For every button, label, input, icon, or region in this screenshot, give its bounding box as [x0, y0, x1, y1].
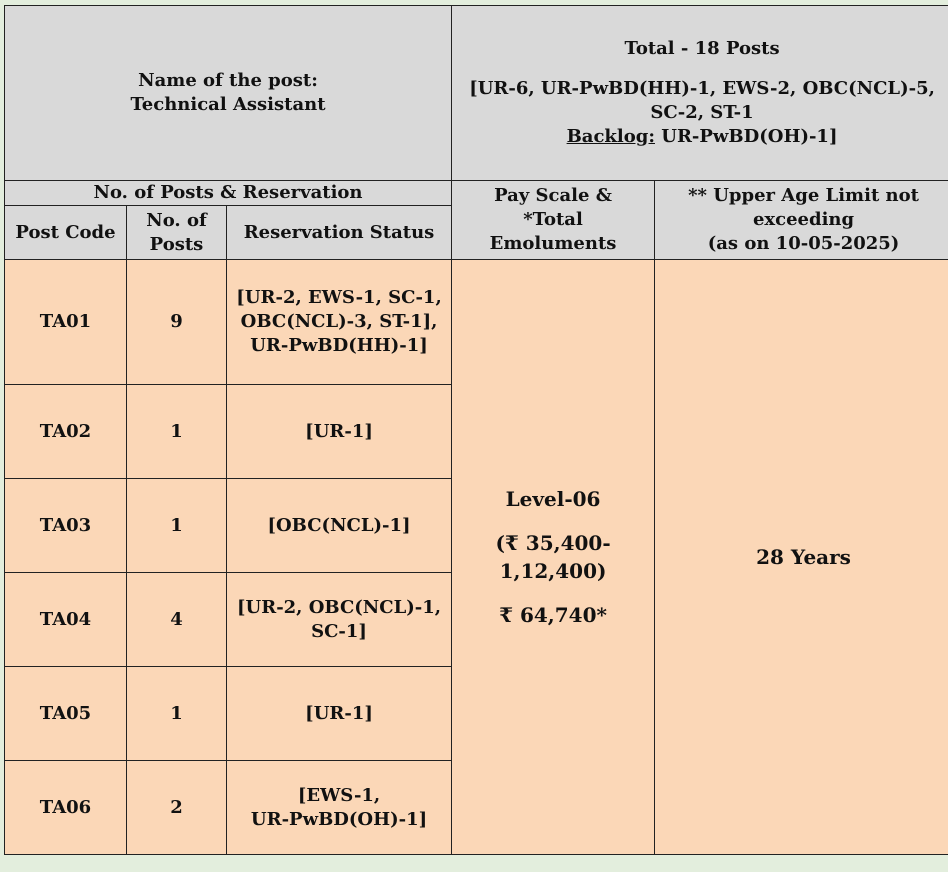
reservation-line: SC-1] — [311, 620, 367, 642]
reservation-line: [UR-2, EWS-1, SC-1, — [236, 287, 442, 308]
post-code-cell: TA04 — [5, 573, 127, 667]
total-emoluments: ₹ 64,740* — [499, 603, 607, 627]
reservation-cell — [227, 573, 452, 667]
group-header: No. of Posts & Reservation — [5, 181, 452, 206]
reservation-line: OBC(NCL)-3, ST-1], — [240, 311, 438, 332]
group-header-row — [5, 181, 948, 206]
reservation-cell — [227, 260, 452, 385]
pay-scale-cell — [452, 260, 655, 855]
no-posts-header-line2: Posts — [149, 233, 204, 255]
title-row — [5, 6, 948, 181]
pay-range-line2: 1,12,400) — [499, 559, 607, 583]
reservation-line: [UR-2, OBC(NCL)-1, — [237, 596, 442, 618]
age-header-line2: exceeding — [752, 209, 855, 230]
reservation-line: [UR-1] — [305, 420, 373, 442]
backlog-value: UR-PwBD(OH)-1] — [661, 126, 838, 147]
total-posts-cell — [452, 6, 948, 181]
pay-range-line1: (₹ 35,400- — [495, 531, 611, 555]
reservation-cell — [227, 479, 452, 573]
pay-header-line3: Emoluments — [489, 233, 617, 254]
post-code-cell: TA03 — [5, 479, 127, 573]
backlog-label: Backlog: — [566, 126, 655, 147]
post-name-cell — [5, 6, 452, 181]
no-of-posts-header — [127, 206, 227, 260]
reservation-line: [OBC(NCL)-1] — [267, 514, 411, 536]
post-code-cell: TA01 — [5, 260, 127, 385]
posts-count-cell: 9 — [127, 260, 227, 385]
reservation-cell — [227, 761, 452, 855]
post-name-label: Name of the post: — [138, 70, 318, 91]
reservation-line: [EWS-1, — [297, 784, 381, 806]
pay-header-line1: Pay Scale & — [494, 185, 612, 206]
posts-count-cell: 1 — [127, 667, 227, 761]
no-posts-header-line1: No. of — [146, 209, 207, 231]
total-breakup-line2: SC-2, ST-1 — [650, 102, 754, 123]
age-limit-value: 28 Years — [756, 545, 851, 569]
total-posts: Total - 18 Posts — [624, 38, 780, 59]
reservation-header: Reservation Status — [227, 206, 452, 260]
posts-count-cell: 4 — [127, 573, 227, 667]
reservation-line: UR-PwBD(OH)-1] — [250, 808, 428, 830]
total-breakup-line1: [UR-6, UR-PwBD(HH)-1, EWS-2, OBC(NCL)-5, — [469, 78, 935, 99]
reservation-line: [UR-1] — [305, 702, 373, 724]
posts-count-cell: 2 — [127, 761, 227, 855]
posts-count-cell: 1 — [127, 479, 227, 573]
pay-scale-header — [452, 181, 655, 260]
age-limit-header — [655, 181, 948, 260]
post-code-cell: TA06 — [5, 761, 127, 855]
posts-count-cell: 1 — [127, 385, 227, 479]
backlog-line — [456, 125, 948, 149]
age-header-line1: ** Upper Age Limit not — [688, 185, 919, 206]
post-code-header: Post Code — [5, 206, 127, 260]
age-limit-cell — [655, 260, 948, 855]
post-code-cell: TA02 — [5, 385, 127, 479]
posts-table — [4, 5, 948, 855]
pay-header-line2: *Total — [523, 209, 583, 230]
reservation-cell — [227, 667, 452, 761]
pay-level: Level-06 — [505, 487, 601, 511]
age-header-line3: (as on 10-05-2025) — [707, 233, 900, 254]
post-code-cell: TA05 — [5, 667, 127, 761]
reservation-cell — [227, 385, 452, 479]
reservation-line: UR-PwBD(HH)-1] — [250, 335, 428, 356]
post-name-value: Technical Assistant — [130, 94, 326, 115]
table-row — [5, 260, 948, 385]
